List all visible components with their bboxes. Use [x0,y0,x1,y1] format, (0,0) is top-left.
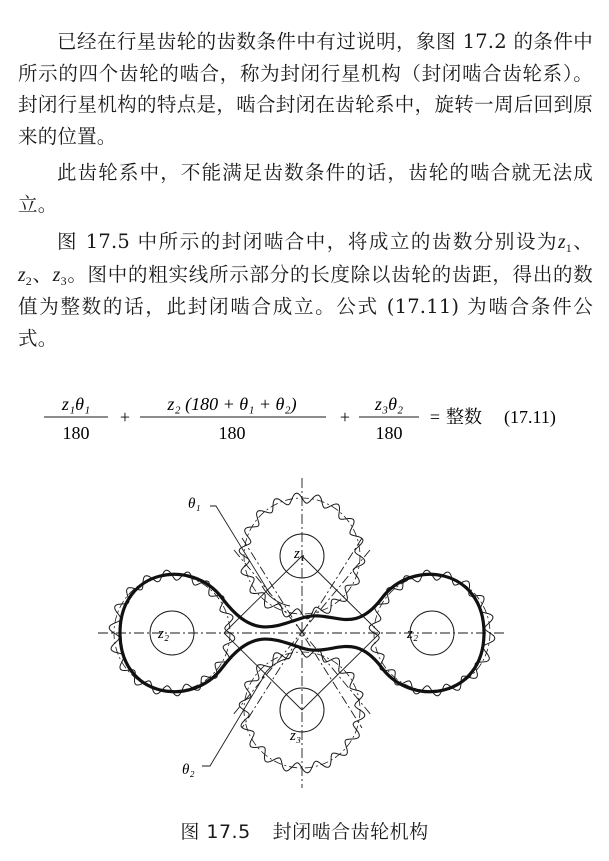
pitch-line-square [302,633,380,710]
term3-numerator: z₃θ₂ [374,394,404,414]
formula-number: (17.11) [504,407,556,427]
caption-figure-number: 图 17.5 [180,821,251,843]
paragraph-2: 此齿轮系中，不能满足齿数条件的话，齿轮的啮合就无法成立。 [18,161,593,216]
formula-rhs: 整数 [446,407,482,427]
paragraph-3-text-a: 图 17.5 中所示的封闭啮合中，将成立的齿数分别设为 [57,230,558,253]
separator: 、 [32,262,53,286]
term2-numerator: z₂ (180 + θ₁ + θ₂) [167,394,297,414]
pitch-line-square [302,556,380,633]
equals-sign: = [429,407,441,427]
plus-sign: + [339,407,351,427]
term1-numerator: z₁θ₁ [61,394,91,414]
plus-sign: + [119,407,131,427]
label-gear-z2-left: z₂ [158,626,170,642]
figure-caption [0,817,609,844]
var-z2: $z_2$ [18,264,32,288]
theta1-arc-arrow [262,586,290,606]
label-theta1: θ₁ [188,496,201,512]
var-z1: $z_1$ [557,232,572,255]
term2-denominator: 180 [218,423,246,443]
theta1-leader [210,506,270,594]
label-gear-z1: z₁ [294,546,306,562]
label-theta2: θ₂ [182,762,195,778]
term1-denominator: 180 [62,423,90,443]
paragraph-1: 已经在行星齿轮的齿数条件中有过说明，象图 17.2 的条件中所示的四个齿轮的啮合，称为封闭行星机构（封闭啮合齿轮系）。封闭行星机构的特点是，啮合封闭在齿轮系中，旋转一周后回到原来的位置。 [18,30,593,148]
separator: 、 [571,230,594,253]
closed-gear-mechanism-figure [92,478,512,788]
paragraph-3 [18,226,593,354]
formula-17-11 [36,390,596,450]
term3-denominator: 180 [375,423,403,443]
theta2-leader [202,676,264,766]
paragraph-3-text-b: 。图中的粗实线所示部分的长度除以齿轮的齿距，得出的数值为整数的话，此封闭啮合成立。公式 (17.11) 为啮合条件公式。 [18,262,593,350]
caption-title: 封闭啮合齿轮机构 [272,821,429,843]
var-z3: $z_3$ [52,264,67,288]
label-gear-z3: z₃ [290,728,302,744]
label-gear-z2-right: z₂ [407,626,419,642]
